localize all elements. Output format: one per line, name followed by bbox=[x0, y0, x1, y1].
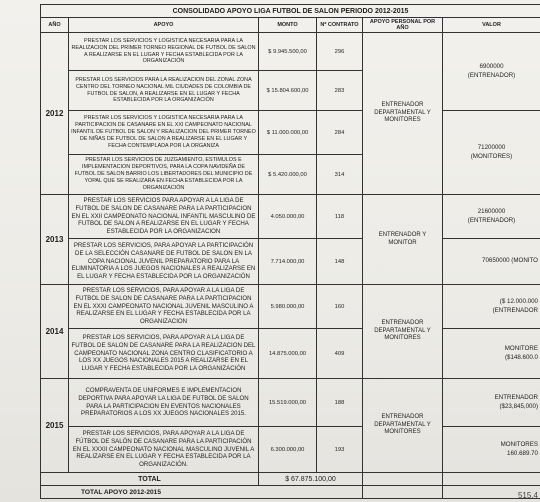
row-amount: $ 15.804.600,00 bbox=[259, 71, 317, 111]
row-contract: 296 bbox=[317, 33, 363, 71]
row-description: PRESTAR LOS SERVICIOS, PARA APOYAR A LA LIGA DE FUTBOL DE SALON DE CASANARE PARA LA REALIZACION DEL CAMPEONATO NACIONAL ZONA CENTRO CLASIFICATORIO A LOS XX JUEGOS NACIONALES 2015 A REALIZARSE EN EL LUGAR Y FECHA ESTABLECIDA POR LA ORGANIZACIÓN bbox=[69, 329, 259, 379]
year-2012: 2012 bbox=[41, 33, 69, 195]
row-contract: 283 bbox=[317, 71, 363, 111]
header-personnel: APOYO PERSONAL POR AÑO bbox=[363, 18, 443, 33]
value-2015-monitors bbox=[443, 427, 540, 473]
value-2013-monitors: 70650000 (MONITO bbox=[443, 239, 540, 285]
value-2014-coach bbox=[443, 285, 540, 329]
row-contract: 118 bbox=[317, 195, 363, 239]
grand-total-label: TOTAL APOYO 2012-2015 bbox=[41, 486, 363, 499]
value-role: (ENTRENADOR bbox=[492, 306, 538, 314]
value-amount: 21600000 bbox=[477, 207, 506, 215]
personnel-2012: ENTRENADOR DEPARTAMENTAL Y MONITORES bbox=[363, 33, 443, 195]
value-amount: ($ 12.000.000 bbox=[499, 297, 538, 305]
year-2013: 2013 bbox=[41, 195, 69, 285]
row-description: PRESTAR LOS SERVICIOS Y LOGISTICA NECESARIA PARA LA PARTICIPACION DE CASANARE EN EL XXI CAMPEONATO NACIONAL INFANTIL DE FUTBOL DE SALON Y REALIZACION DEL PRIMER TORNEO DE NIÑAS DE FUTBOL DE SALON A REALIZARSE EN EL LUGAR Y FECHA CONTEMPLADA POR LA ORGANIZA bbox=[69, 111, 259, 155]
grand-total-amount: 515.4 bbox=[517, 491, 538, 500]
value-2015-coach bbox=[443, 379, 540, 427]
personnel-2014: ENTRENADOR DEPARTAMENTAL Y MONITORES bbox=[363, 285, 443, 379]
value-role: ENTRENADOR bbox=[494, 393, 538, 401]
value-amount: 160.689.70 bbox=[507, 449, 538, 457]
total-personnel-empty bbox=[363, 473, 443, 486]
value-amount: ($23,845,000) bbox=[499, 402, 538, 410]
header-year: AÑO bbox=[41, 18, 69, 33]
value-2014-monitors bbox=[443, 329, 540, 379]
value-role: (ENTRENADOR) bbox=[467, 71, 516, 79]
row-contract: 314 bbox=[317, 155, 363, 195]
total-value-empty bbox=[443, 473, 540, 486]
value-2012-coach bbox=[443, 33, 540, 111]
row-description: PRESTAR LOS SERVICIOS PARA APOYAR A LA LIGA DE FUTBOL DE SALON DE CASANARE PARA LA PARTICIPACION EN EL XXII CAMPEONATO NACIONAL INFANTIL MASCULINO DE FUTBOL DE SALON A REALIZARSE EN EL LUGAR Y FECHA ESTABLECIDA POR LA ORGANIZACION bbox=[69, 195, 259, 239]
support-table bbox=[40, 4, 540, 499]
value-role: MONITORE bbox=[504, 344, 538, 352]
row-description: PRESTAR LOS SERVICIOS PARA LA REALIZACION DEL ZONAL ZONA CENTRO DEL TORNEO NACIONAL MIL CIUDADES DE COLOMBIA DE FUTBOL DE SALON, A REALIZARSE EN EL LUGAR Y FECHA ESTABLECIDA POR LA ORGANIZACIÓN bbox=[69, 71, 259, 111]
header-value: VALOR bbox=[443, 18, 540, 33]
personnel-2013: ENTRENADOR Y MONITOR bbox=[363, 195, 443, 285]
header-contract: Nº CONTRATO bbox=[317, 18, 363, 33]
row-contract: 409 bbox=[317, 329, 363, 379]
row-contract: 284 bbox=[317, 111, 363, 155]
value-role: MONITORES bbox=[500, 440, 538, 448]
header-support: APOYO bbox=[69, 18, 259, 33]
row-amount: $ 9.945.500,00 bbox=[259, 33, 317, 71]
value-amount: 6900000 bbox=[479, 62, 504, 70]
row-description: COMPRAVENTA DE UNIFORMES E IMPLEMENTACION DEPORTIVA PARA APOYAR LA LIGA DE FUTBOL DE SALON PARA LA PARTICIPACION EN EVENTOS NACIONALES PREPARATORIOS A LOS XX JUEGOS NACIONALES 2015. bbox=[69, 379, 259, 427]
value-role: (ENTRENADOR) bbox=[467, 216, 516, 224]
row-amount: 4.050.000,00 bbox=[259, 195, 317, 239]
year-2015: 2015 bbox=[41, 379, 69, 473]
row-contract: 148 bbox=[317, 239, 363, 285]
value-amount: 71200000 bbox=[477, 143, 506, 151]
row-description: PRESTAR LOS SERVICIOS, PARA APOYAR LA PARTICIPACIÓN DE LA SELECCIÓN CASANARE DE FUTBOL DE SALON EN LA COPA NACIONAL JUVENIL PREPARATORIO PARA LA ELIMINATORIA A LOS JUEGOS NACIONALES A REALIZARSE EN EL LUGAR Y FECHA ESTABLECIDA POR LA ORGANIZACIÓN bbox=[69, 239, 259, 285]
total-amount: $ 67.875.100,00 bbox=[259, 473, 363, 486]
row-amount: $ 11.000.000,00 bbox=[259, 111, 317, 155]
value-2012-monitors bbox=[443, 111, 540, 195]
row-contract: 193 bbox=[317, 427, 363, 473]
row-description: PRESTAR LOS SERVICIOS, PARA APOYAR A LA LIGA DE FÚTBOL DE SALÓN DE CASANARE PARA LA PARTICIPACIÓN EN EL XXXII CAMPEONATO NACIONAL MASCULINO JUVENIL A REALIZARSE EN EL LUGAR Y FECHA ESTABLECIDA POR LA ORGANIZACIÓN. bbox=[69, 427, 259, 473]
row-amount: 5.980.000,00 bbox=[259, 285, 317, 329]
row-amount: 6.300.000,00 bbox=[259, 427, 317, 473]
row-contract: 188 bbox=[317, 379, 363, 427]
total-label: TOTAL bbox=[41, 473, 259, 486]
value-2013-coach bbox=[443, 195, 540, 239]
table-title: CONSOLIDADO APOYO LIGA FUTBOL DE SALON PERIODO 2012-2015 bbox=[41, 5, 540, 18]
personnel-2015: ENTRENADOR DEPARTAMENTAL Y MONITORES bbox=[363, 379, 443, 473]
value-role: (MONITORES) bbox=[470, 152, 513, 160]
value-amount: ($148.600.0 bbox=[504, 353, 538, 361]
row-description: PRESTAR LOS SERVICIOS DE JUZGAMIENTO, ESTIMULOS E IMPLEMENTACION DEPORTIVOS, PARA LA COPA NAVIDEÑA DE FUTBOL DE SALON BARRIO LOS LIBERTADORES DEL MUNICIPIO DE YOPAL QUE SE REALIZARA EN FECHA ESTABLECIDA POR LA ORGANIZACIÓN bbox=[69, 155, 259, 195]
header-amount: MONTO bbox=[259, 18, 317, 33]
grand-total-empty bbox=[363, 486, 443, 499]
row-description: PRESTAR LOS SERVICIOS Y LOGISTICA NECESARIA PARA LA REALIZACION DEL PRIMER TORNEO REGIONAL DE FUTBOL DE SALON A REALIZARSE EN EL LUGAR Y FECHA ESTABLECIDA POR LA ORGANIZACIÓN bbox=[69, 33, 259, 71]
row-contract: 160 bbox=[317, 285, 363, 329]
row-amount: 7.714.000,00 bbox=[259, 239, 317, 285]
year-2014: 2014 bbox=[41, 285, 69, 379]
row-amount: 15.519.000,00 bbox=[259, 379, 317, 427]
row-amount: $ 5.420.000,00 bbox=[259, 155, 317, 195]
row-description: PRESTAR LOS SERVICIOS, PARA APOYAR A LA LIGA DE FUTBOL DE SALON DE CASANARE PARA LA PARTICIPACION EN EL XXXI CAMPEONATO NACIONAL JUVENIL MASCULINO A REALIZARSE EN EL LUGAR Y FECHA ESTABLECIDA POR LA ORGANIZACION bbox=[69, 285, 259, 329]
row-amount: 14.875.000,00 bbox=[259, 329, 317, 379]
